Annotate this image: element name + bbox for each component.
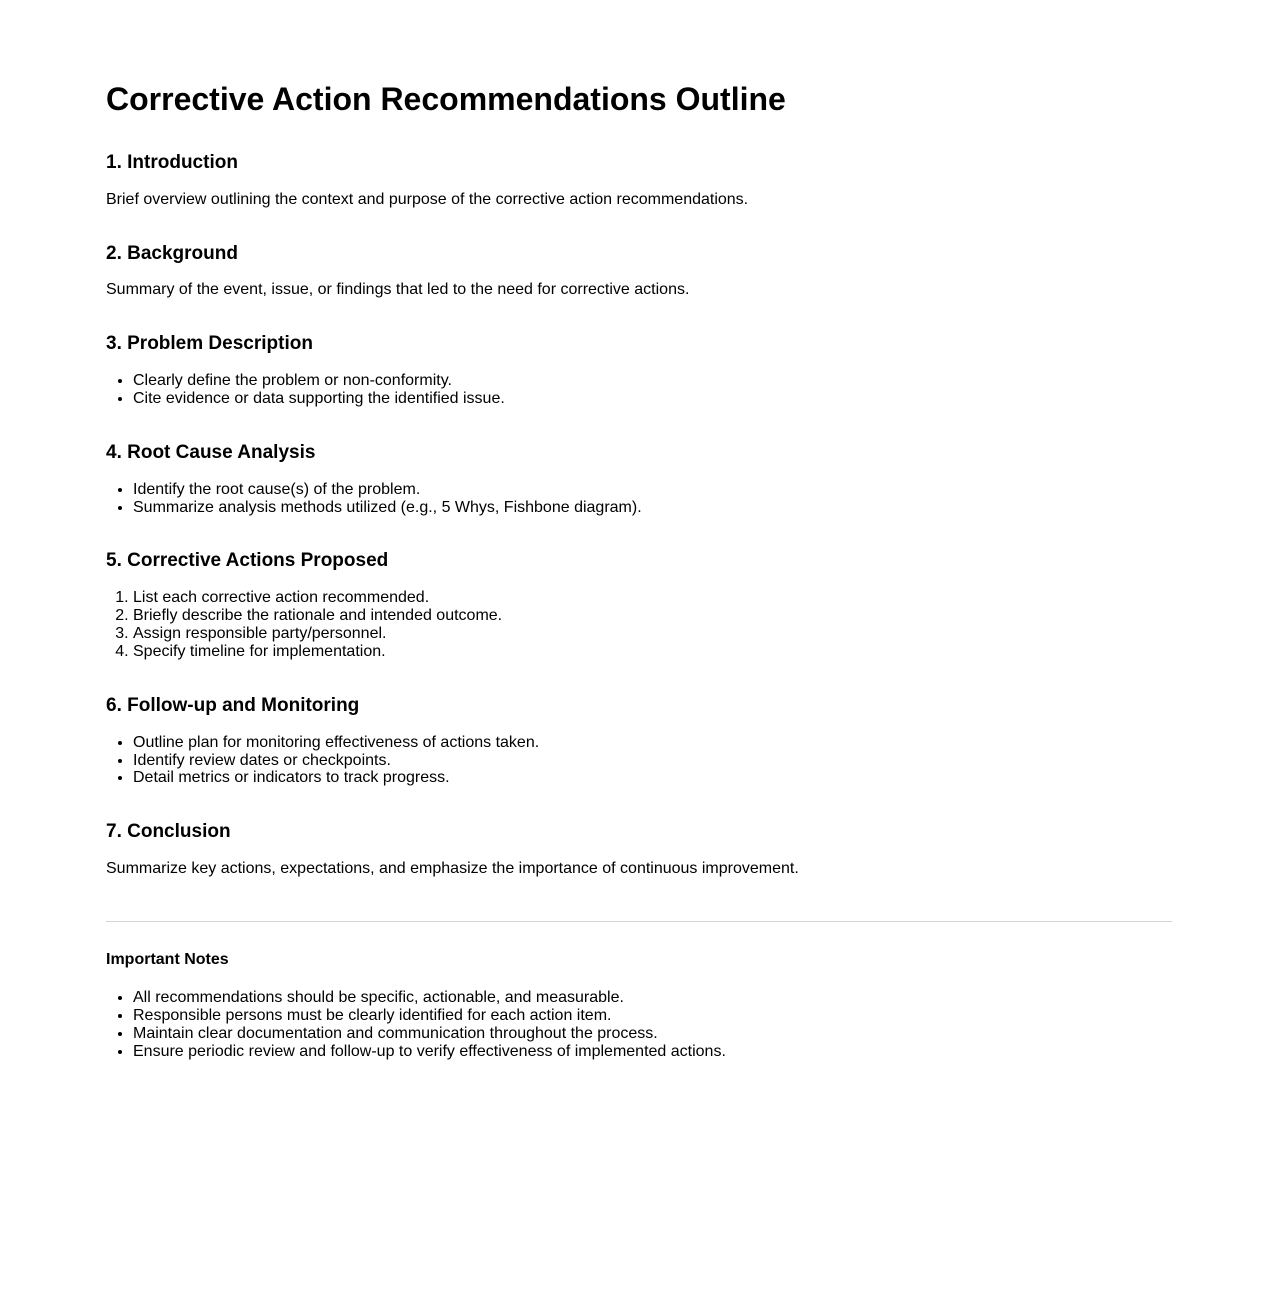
section-heading-root-cause-analysis: 4. Root Cause Analysis bbox=[106, 441, 316, 463]
bullet-item: • Outline plan for monitoring effectiveness of actions taken. bbox=[133, 734, 1172, 752]
corrective-actions-list bbox=[106, 589, 1172, 661]
bullet-item: • Clearly define the problem or non-conformity. bbox=[133, 372, 1172, 390]
numbered-item: 2. Briefly describe the rationale and intended outcome. bbox=[133, 607, 1172, 625]
section-paragraph-introduction: Brief overview outlining the context and purpose of the corrective action recommendations. bbox=[106, 190, 749, 208]
important-notes-list bbox=[106, 989, 1172, 1061]
follow-up-monitoring-list bbox=[106, 734, 1172, 788]
section-heading-follow-up-monitoring: 6. Follow-up and Monitoring bbox=[106, 694, 360, 716]
section-heading-conclusion: 7. Conclusion bbox=[106, 821, 231, 843]
numbered-item: 3. Assign responsible party/personnel. bbox=[133, 625, 1172, 643]
root-cause-analysis-list bbox=[106, 481, 1172, 517]
numbered-item: 1. List each corrective action recommended. bbox=[133, 589, 1172, 607]
bullet-item: • Cite evidence or data supporting the identified issue. bbox=[133, 390, 1172, 408]
section-heading-corrective-actions-proposed: 5. Corrective Actions Proposed bbox=[106, 550, 389, 572]
page-title: Corrective Action Recommendations Outline bbox=[106, 81, 786, 117]
section-paragraph-conclusion: Summarize key actions, expectations, and emphasize the importance of continuous improvement. bbox=[106, 860, 799, 878]
notes-heading: Important Notes bbox=[106, 951, 229, 969]
section-heading-introduction: 1. Introduction bbox=[106, 151, 238, 173]
bullet-item: • Summarize analysis methods utilized (e.g., 5 Whys, Fishbone diagram). bbox=[133, 499, 1172, 517]
section-divider bbox=[106, 921, 1172, 922]
notes-item: • Responsible persons must be clearly identified for each action item. bbox=[133, 1007, 1172, 1025]
numbered-item: 4. Specify timeline for implementation. bbox=[133, 643, 1172, 661]
notes-item: • Maintain clear documentation and communication throughout the process. bbox=[133, 1025, 1172, 1043]
section-heading-background: 2. Background bbox=[106, 242, 238, 264]
notes-item: • Ensure periodic review and follow-up to verify effectiveness of implemented actions. bbox=[133, 1043, 1172, 1061]
section-heading-problem-description: 3. Problem Description bbox=[106, 333, 313, 355]
bullet-item: • Identify review dates or checkpoints. bbox=[133, 752, 1172, 770]
bullet-item: • Identify the root cause(s) of the problem. bbox=[133, 481, 1172, 499]
problem-description-list bbox=[106, 372, 1172, 408]
bullet-item: • Detail metrics or indicators to track progress. bbox=[133, 769, 1172, 787]
section-paragraph-background: Summary of the event, issue, or findings that led to the need for corrective actions. bbox=[106, 281, 690, 299]
notes-item: • All recommendations should be specific, actionable, and measurable. bbox=[133, 989, 1172, 1007]
